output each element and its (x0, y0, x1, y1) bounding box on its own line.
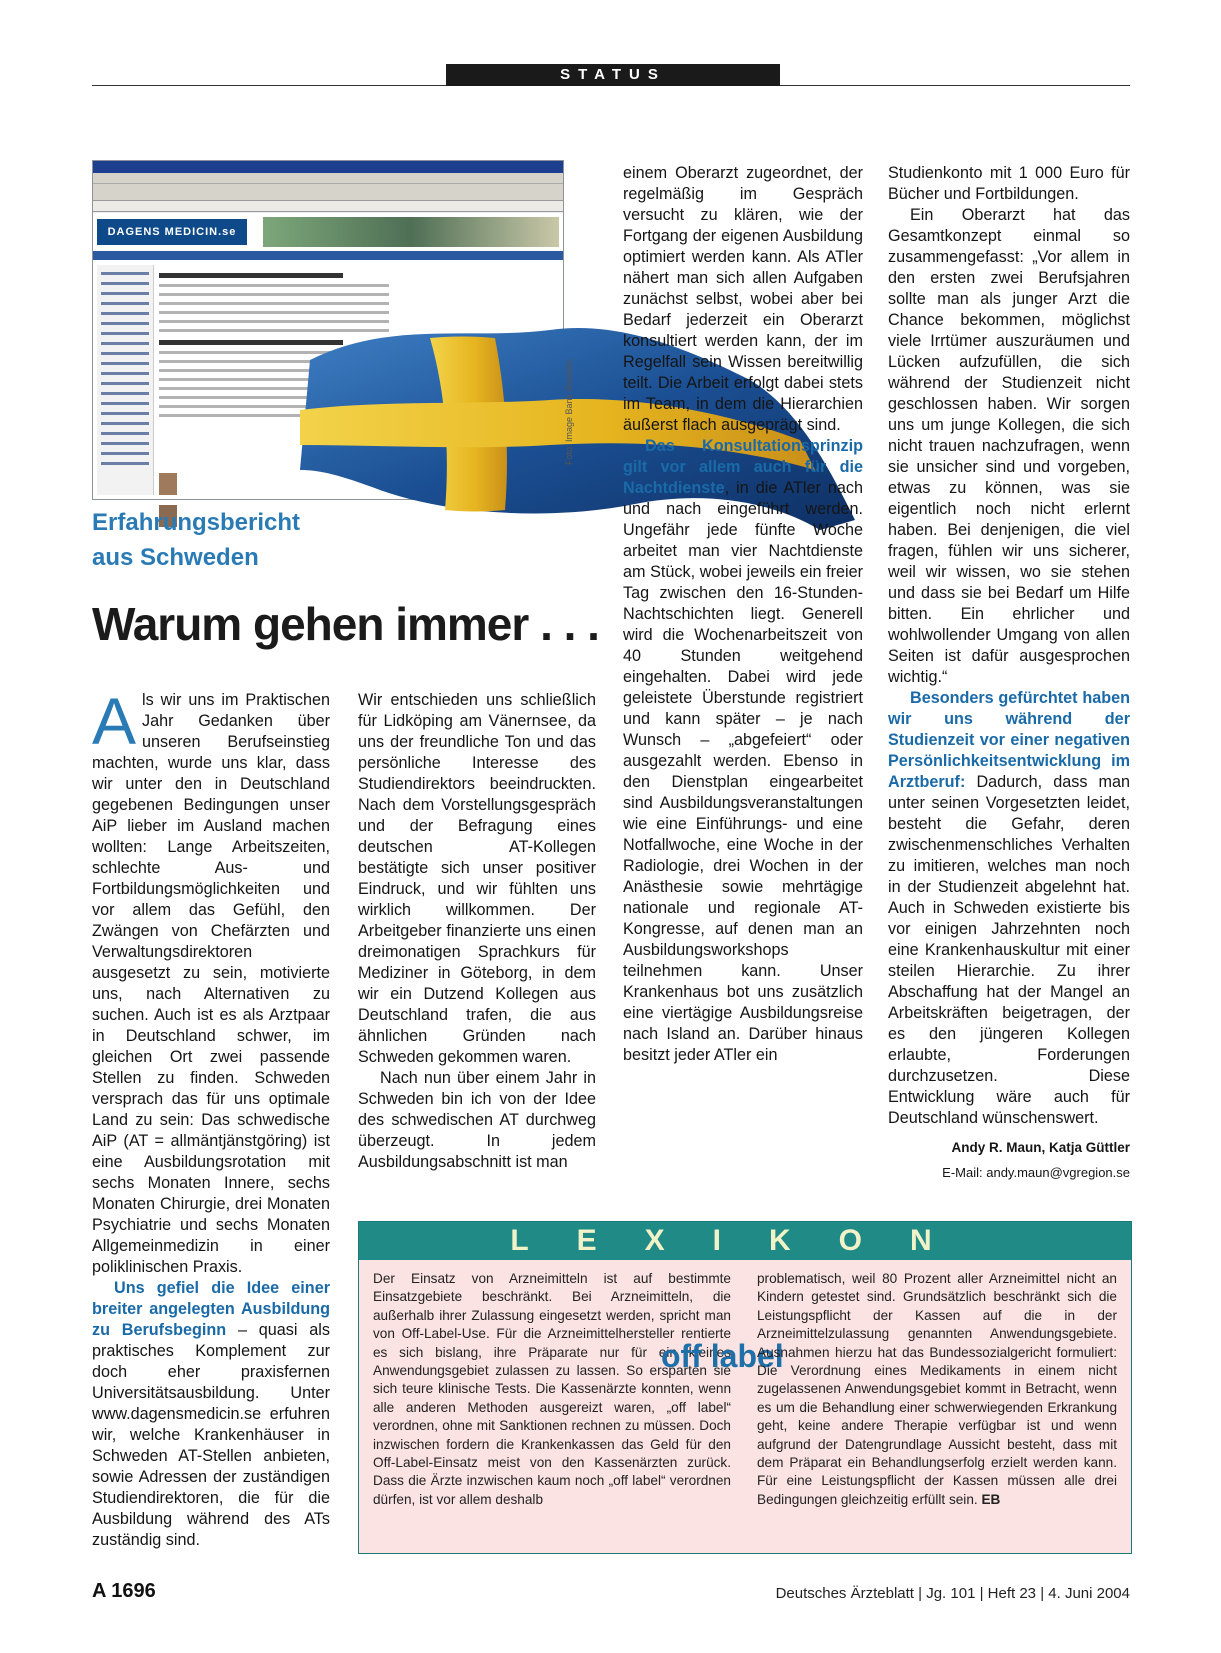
browser-address-bar (93, 201, 563, 212)
browser-toolbar (93, 184, 563, 201)
lexikon-box (358, 1221, 1132, 1554)
website-left-nav (97, 265, 154, 495)
drop-cap: A (92, 684, 137, 758)
author-email[interactable]: E-Mail: andy.maun@vgregion.se (942, 1165, 1130, 1180)
highlight-lead: Das Konsultationsprinzip gilt vor allem auch für die Nachtdienste (623, 437, 863, 497)
paragraph: Nach nun über einem Jahr in Schweden bin ich von der Idee des schwedischen AT durchweg überzeugt. In jedem Ausbildungsabschnitt ist man (358, 1069, 596, 1171)
page-number: A 1696 (92, 1580, 156, 1602)
article-kicker: Erfahrungsbericht aus Schweden (92, 509, 301, 571)
lexikon-term: off label (661, 1338, 784, 1374)
paragraph: einem Oberarzt zugeordnet, der regelmäßig im Gespräch versucht zu klären, wie der Fortgang der eigenen Ausbildung optimiert werden kann. Als ATler nähert man sich allen Aufgaben zunächst selbst, wobei aber bei Bedarf jederzeit ein Oberarzt konsultiert werden kann, der im Regelfall sein Wissen bereitwillig teilt. Die Arbeit erfolgt dabei stets im Team, in dem die Hierarchien äußerst flach ausgeprägt sind. (623, 164, 863, 434)
article-column-2 (358, 690, 596, 1173)
paragraph: Dadurch, dass man unter seinen Vorgesetzten leidet, besteht die Gefahr, deren zwischenmenschliches Verhalten zu imitieren, welches man noch in der Studienzeit abgelehnt hat. Auch in Schweden existierte bis vor einigen Jahrzehnten noch eine Krankenhauskultur mit einer steilen Hierarchie. Zu ihrer Abschaffung hat der Mangel an Arbeitskräften beigetragen, der es den jüngeren Kollegen erlaubte, Forderungen durchzusetzen. Diese Entwicklung wäre auch für Deutschland wünschenswert. (888, 773, 1130, 1127)
article-column-3 (623, 163, 863, 1066)
highlight-lead: Besonders gefürchtet haben wir uns während der Studienzeit vor einer negativen Persönlichkeitsentwicklung im Arztberuf: (888, 689, 1130, 791)
article-authors: Andy R. Maun, Katja Güttler (951, 1140, 1130, 1155)
highlight-lead: Uns gefiel die Idee einer breiter angelegten Ausbildung zu Berufsbeginn (92, 1279, 330, 1339)
article-headline: Warum gehen immer . . . (92, 598, 599, 650)
paragraph: , in die ATler nach und nach eingeführt werden. Ungefähr jede fünfte Woche arbeitet man vier Nachtdienste am Stück, wobei jeweils ein freier Tag zwischen den 16-Stunden-Nachtschichten liegt. Generell wird die Wochenarbeitszeit von 40 Stunden weitgehend eingehalten. Dabei wird jede geleistete Überstunde registriert und kann später – je nach Wunsch – „abgefeiert“ oder ausgezahlt werden. Ebenso in den Dienstplan eingearbeitet sind Ausbildungsveranstaltungen wie eine Einführungs- und eine Notfallwoche, eine Woche in der Radiologie, drei Wochen in der Anästhesie sowie mehrtägige nationale und regionale AT-Kongresse, auf denen man an Ausbildungsworkshops teilnehmen kann. Unser Krankenhaus bot uns zusätzlich eine viertägige Ausbildungsreise nach Island an. Darüber hinaus besitzt jeder ATler ein (623, 479, 863, 1064)
paragraph: Studienkonto mit 1 000 Euro für Bücher und Fortbildungen. (888, 164, 1130, 203)
browser-menubar (93, 173, 563, 184)
lexikon-right-text: problematisch, weil 80 Prozent aller Arzneimittel nicht an Kindern getestet sind. Grundsätzlich beschränkt sich die Leistungspflicht der Kassen auf die in der Arzneimittelzulassung genannten Anwendungsgebiete. Ausnahmen hierzu hat das Bundessozialgericht formuliert: Die Verordnung eines Medikaments in einem nicht zugelassenen Anwendungsgebiet kommt in Betracht, wenn es um die Behandlung einer schwerwiegenden Erkrankung geht, keine andere Therapie verfügbar ist und wenn aufgrund der Datengrundlage Aussicht besteht, dass mit dem Präparat ein Behandlungserfolg erzielt werden kann. Für eine Leistungspflicht der Kassen müssen alle drei Bedingungen gleichzeitig erfüllt sein. EB (757, 1271, 1117, 1507)
section-label: STATUS (446, 64, 780, 86)
paragraph: Ein Oberarzt hat das Gesamtkonzept einmal so zusammengefasst: „Vor allem in den ersten zwei Berufsjahren sollte man als junger Arzt die Chance bekommen, möglichst viele Irrtümer auszuräumen und Lücken aufzufüllen, die sich während der Studienzeit nicht geschlossen haben. Wir sorgen uns um junge Kollegen, die sich nicht trauen nachzufragen, wenn sie unsicher sind und vorgeben, etwas zu können, was sie eigentlich noch nicht erlernt haben. Bei denjenigen, die viel fragen, fühlen wir uns sicherer, weil wir wissen, wo sie stehen und dass sie bei Bedarf um Hilfe bitten. Ein ehrlicher und wohlwollender Umgang von allen Seiten ist dafür ausgesprochen wichtig.“ (888, 206, 1130, 686)
website-nav-strip (93, 251, 563, 260)
website-banner (263, 217, 559, 247)
browser-titlebar (93, 161, 563, 173)
publication-info: Deutsches Ärzteblatt | Jg. 101 | Heft 23 | 4. Juni 2004 (775, 1585, 1130, 1602)
article-column-1 (92, 684, 330, 1551)
website-logo: DAGENS MEDICIN.se (97, 219, 247, 245)
website-photo (159, 473, 177, 495)
paragraph: Wir entschieden uns schließlich für Lidköping am Vänernsee, da uns der freundliche Ton und das persönliche Interesse des Studiendirektors beeindruckten. Nach dem Vorstellungsgespräch und der Befragung eines deutschen AT-Kollegen bestätigte sich unser positiver Eindruck, und wir fühlten uns wirklich willkommen. Der Arbeitgeber finanzierte uns einen dreimonatigen Sprachkurs für Mediziner in Göteborg, in dem wir ein Dutzend Kollegen aus Deutschland trafen, die aus ähnlichen Gründen nach Schweden gekommen waren. (358, 691, 596, 1066)
paragraph: – quasi als praktisches Komplement zur doch eher praxisfernen Universitätsausbildung. Unter www.dagensmedicin.se erfuhren wir, welche Krankenhäuser in Schweden AT-Stellen anbieten, sowie Adressen der zuständigen Studiendirektoren, die für die Ausbildung während des ATs zuständig sind. (92, 1321, 330, 1549)
paragraph: ls wir uns im Praktischen Jahr Gedanken über unseren Berufseinstieg machten, wurde uns klar, dass wir unter den in Deutschland gegebenen Bedingungen unser AiP lieber im Ausland machen wollten: Lange Arbeitszeiten, schlechte Aus- und Fortbildungsmöglichkeiten und vor allem das Gefühl, den Zwängen von Chefärzten und Verwaltungsdirektoren ausgesetzt zu sein, motivierte uns, nach Alternativen zu suchen. Auch ist es als Arztpaar in Deutschland schwer, im gleichen Ort zwei passende Stellen zu finden. Schweden versprach das für uns optimale Land zu sein: Das schwedische AiP (AT = allmäntjänstgöring) ist eine Ausbildungsrotation mit sechs Monaten Innere, sechs Monaten Chirurgie, drei Monaten Psychiatrie und sechs Monaten Allgemeinmedizin in einer poliklinischen Praxis. (92, 691, 330, 1276)
lexikon-header (359, 1222, 1131, 1260)
lexikon-left-text: Der Einsatz von Arzneimitteln ist auf bestimmte Einsatzgebiete beschränkt. Bei Arzneimitteln, die außerhalb ihrer Zulassung eingesetzt werden, spricht man von Off-Label-Use. Für die Arzneimittelhersteller rentierte es sich bislang, ihre Präparate nur für ein kleines Anwendungsgebiet zulassen zu lassen. So ersparten sie sich teure klinische Tests. Die Kassenärzte konnten, wenn alle anderen Methoden ausgereizt waren, „off label“ verordnen, ohne mit Sanktionen rechnen zu müssen. Doch inzwischen fordern die Krankenkassen das Geld für den Off-Label-Einsatz meist von den Kassenärzten zurück. Dass die Ärzte inzwischen kaum noch „off label“ verordnen dürfen, ist vor allem deshalb (373, 1271, 731, 1507)
lexikon-title: LEXIKON (510, 1224, 980, 1257)
lexikon-signature: EB (981, 1491, 1001, 1507)
photo-credit: Foto: Image Bank Sweden (564, 358, 574, 465)
article-column-4 (888, 163, 1130, 1183)
